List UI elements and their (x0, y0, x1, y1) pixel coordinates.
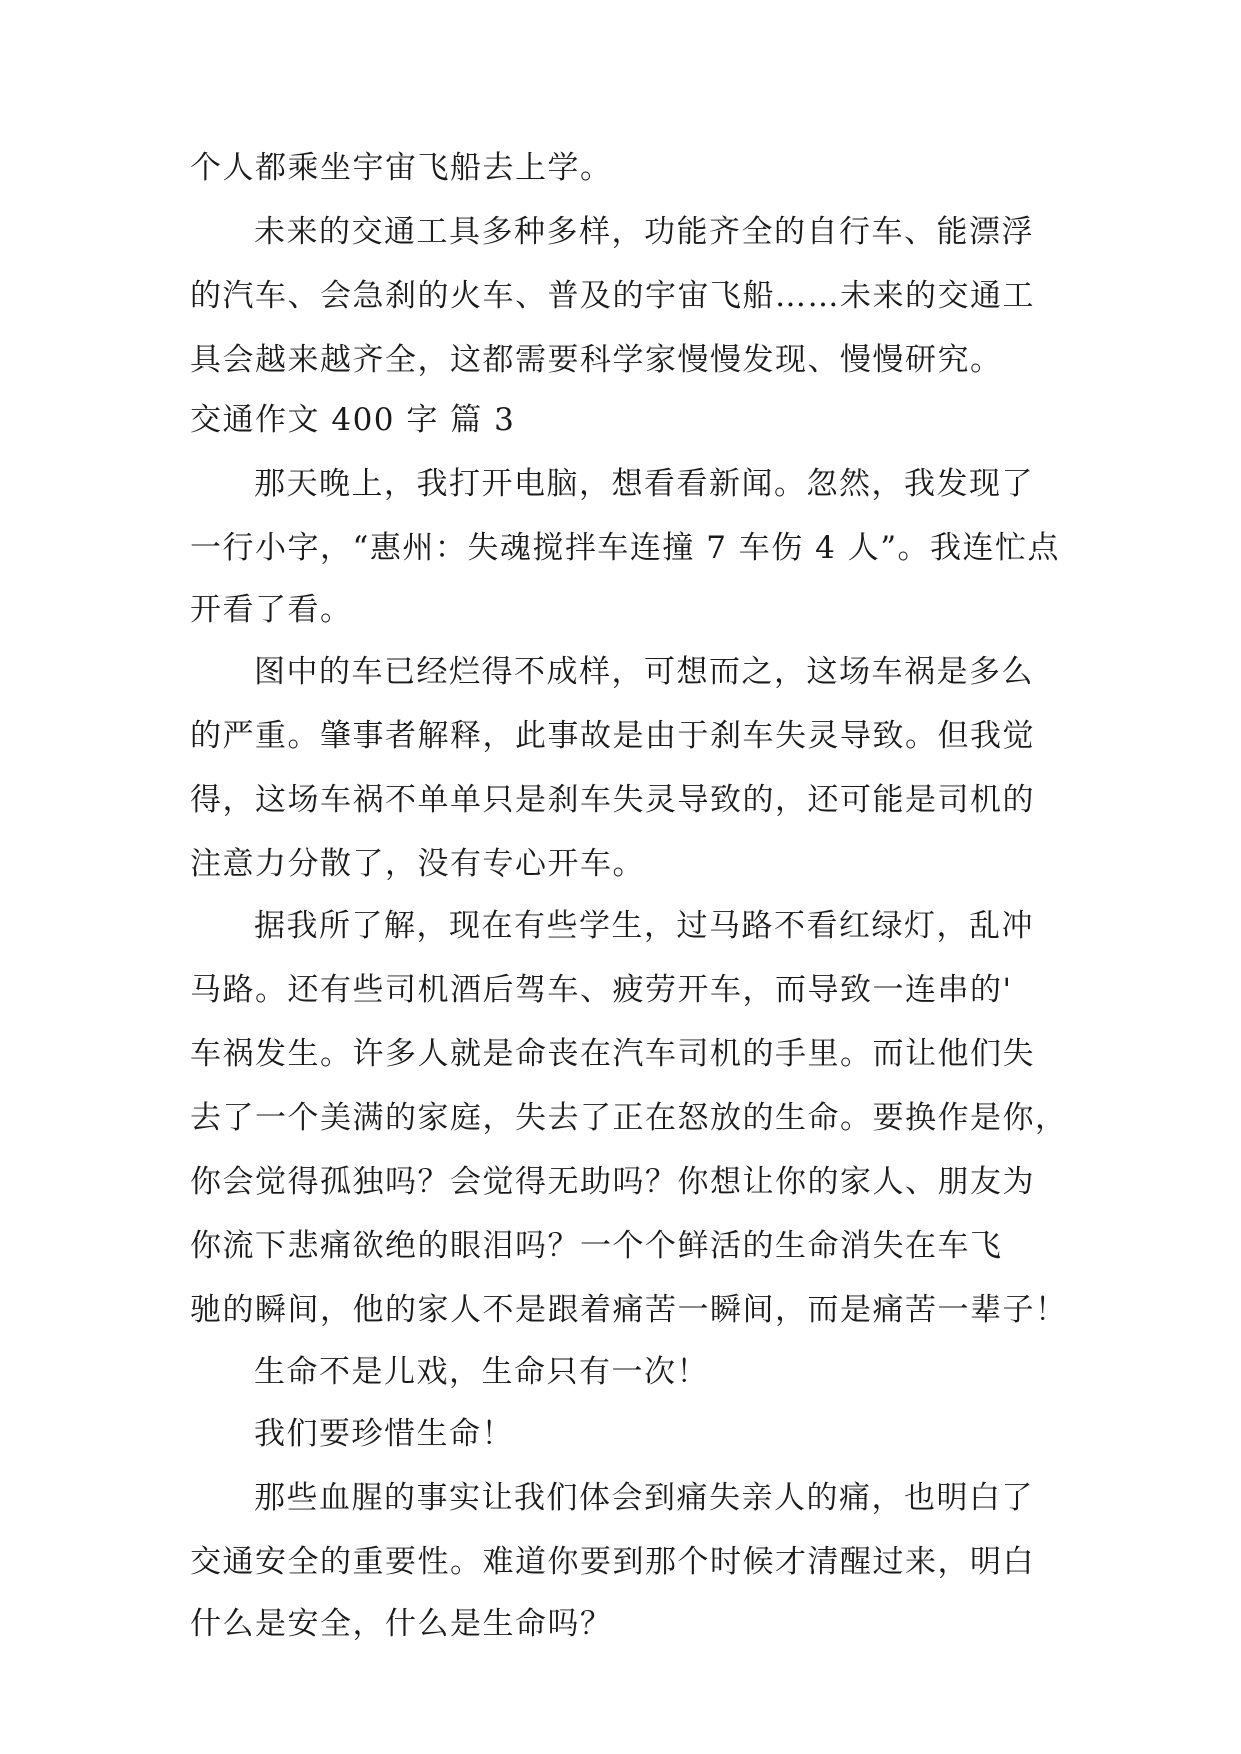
text-line: 一行小字，“惠州：失魂搅拌车连撞 7 车伤 4 人”。我连忙点 (190, 530, 1061, 566)
section-heading: 交通作文 400 字 篇 3 (190, 402, 516, 438)
paragraph-start-line: 那天晚上，我打开电脑，想看看新闻。忽然，我发现了 (254, 466, 1034, 502)
text-line: 你流下悲痛欲绝的眼泪吗？一个个鲜活的生命消失在车飞 (190, 1228, 1003, 1264)
text-line: 交通安全的重要性。难道你要到那个时候才清醒过来，明白 (190, 1544, 1035, 1580)
paragraph-start-line: 那些血腥的事实让我们体会到痛失亲人的痛，也明白了 (254, 1480, 1034, 1516)
text-line: 的严重。肇事者解释，此事故是由于刹车失灵导致。但我觉 (190, 718, 1035, 754)
text-line: 注意力分散了，没有专心开车。 (190, 846, 645, 882)
text-line: 去了一个美满的家庭，失去了正在怒放的生命。要换作是你， (190, 1100, 1068, 1136)
text-line: 你会觉得孤独吗？会觉得无助吗？你想让你的家人、朋友为 (190, 1164, 1035, 1200)
text-line: 个人都乘坐宇宙飞船去上学。 (190, 150, 613, 186)
paragraph-start-line: 未来的交通工具多种多样，功能齐全的自行车、能漂浮 (254, 214, 1034, 250)
text-line: 开看了看。 (190, 592, 353, 628)
text-line: 具会越来越齐全，这都需要科学家慢慢发现、慢慢研究。 (190, 342, 1003, 378)
text-line: 的汽车、会急刹的火车、普及的宇宙飞船……未来的交通工 (190, 278, 1035, 314)
paragraph-start-line: 生命不是儿戏，生命只有一次！ (254, 1354, 709, 1390)
paragraph-start-line: 图中的车已经烂得不成样，可想而之，这场车祸是多么 (254, 654, 1034, 690)
text-line: 什么是安全，什么是生命吗？ (190, 1606, 613, 1642)
text-line: 马路。还有些司机酒后驾车、疲劳开车，而导致一连串的' (190, 972, 1013, 1008)
text-line: 车祸发生。许多人就是命丧在汽车司机的手里。而让他们失 (190, 1036, 1035, 1072)
paragraph-start-line: 据我所了解，现在有些学生，过马路不看红绿灯，乱冲 (254, 908, 1034, 944)
text-line: 得，这场车祸不单单只是刹车失灵导致的，还可能是司机的 (190, 782, 1035, 818)
paragraph-start-line: 我们要珍惜生命！ (254, 1416, 514, 1452)
text-line: 驰的瞬间，他的家人不是跟着痛苦一瞬间，而是痛苦一辈子！ (190, 1292, 1068, 1328)
